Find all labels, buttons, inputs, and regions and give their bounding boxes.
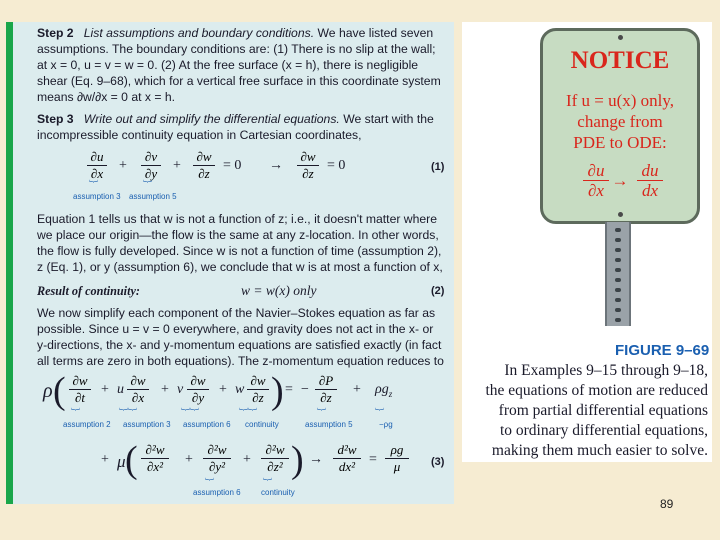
eq1-arrow: →	[269, 158, 283, 173]
eq3-b-den: ∂x	[131, 390, 145, 405]
eq3-mu: μ	[117, 452, 126, 471]
eq3-v3-den: ∂z²	[267, 459, 283, 474]
para1-line3: the flow is fully developed. Since w is not a function of time (assumption 2),	[37, 244, 442, 258]
eq3-plus-5: +	[101, 452, 109, 467]
sign-lhs-den: ∂x	[588, 181, 604, 200]
eq3-brace-4: ︸︸	[239, 408, 258, 418]
eq1-equals: = 0	[223, 158, 242, 173]
caption-line-1: In Examples 9–15 through 9–18,	[504, 362, 708, 379]
sign-post	[605, 222, 631, 326]
eq3-v1-den: ∂x²	[146, 459, 164, 474]
eq3-gravity: $\rho g_z$	[375, 382, 393, 399]
step3-line2: incompressible continuity equation in Cartesian coordinates,	[37, 128, 362, 142]
post-hole	[615, 228, 621, 232]
eq3-c-den: ∂y	[191, 390, 205, 405]
caption-line-2: the equations of motion are reduced	[485, 382, 708, 399]
sign-title: NOTICE	[570, 47, 670, 74]
eq3-brace-5: ︸	[317, 408, 327, 418]
eq3-paren2-open: (	[125, 439, 138, 481]
eq1-t3-den: ∂z	[198, 166, 210, 181]
eq3-paren2-close: )	[291, 439, 304, 481]
eq3-visc-y	[203, 443, 231, 474]
eq3-brace-7: ︸	[205, 478, 215, 488]
sign-rhs-num: du	[641, 161, 659, 180]
eq3-rr-den: μ	[393, 459, 401, 474]
sign-screw-bottom	[618, 212, 623, 217]
para1-line2: we place our origin—the flow is the same at any z-location. In other words,	[37, 228, 439, 242]
eq3-brace-8: ︸	[263, 478, 273, 488]
step3-line1	[37, 112, 434, 128]
eq3-plus-4: +	[353, 382, 361, 397]
eq3-note-8: continuity	[261, 488, 295, 497]
eq3-b-num: ∂w	[130, 373, 146, 388]
eq1-brace-2: ︸	[143, 180, 153, 190]
eq3-v1-num: ∂²w	[145, 442, 165, 457]
eq3-note-1: assumption 2	[63, 420, 111, 429]
eq3-b-coef: u	[117, 382, 124, 397]
eq3-rho: ρ	[43, 380, 53, 402]
step2-label: Step 2	[37, 26, 74, 40]
para1-line4: z (Eq. 1), or y (assumption 6), we conclude that w is at most a function of x,	[37, 260, 443, 274]
eq3-v2-den: ∂y²	[208, 459, 226, 474]
eq3-note-3: assumption 6	[183, 420, 231, 429]
eq1-r-num: ∂w	[300, 149, 316, 164]
step2-line2: assumptions. The boundary conditions are: (1) There is no slip at the wall;	[37, 42, 436, 56]
eq3-a-num: ∂w	[72, 373, 88, 388]
post-hole	[615, 238, 621, 242]
eq1-t3-num: ∂w	[196, 149, 212, 164]
para1-line1: Equation 1 tells us that w is not a function of z; i.e., it doesn't matter where	[37, 212, 437, 226]
para2-line4: all terms are zero in both equations). The z-momentum equation reduces to	[37, 354, 444, 368]
eq3-v2-num: ∂²w	[207, 442, 227, 457]
eq3-note-6: −ρg	[379, 420, 393, 429]
post-hole	[615, 308, 621, 312]
sign-rhs-fraction	[637, 162, 663, 199]
eq1-r-den: ∂z	[302, 166, 314, 181]
eq3-note-5: assumption 5	[305, 420, 353, 429]
para2-line3: y-directions, the x- and y-momentum equations are satisfied exactly (in fact	[37, 338, 442, 352]
eq3-note-7: assumption 6	[193, 488, 241, 497]
eq3-c-num: ∂w	[190, 373, 206, 388]
step2-title: List assumptions and boundary conditions.	[83, 26, 315, 40]
textbook-panel	[6, 22, 454, 504]
eq1-term-dudx	[87, 150, 107, 181]
post-hole	[615, 298, 621, 302]
post-hole	[615, 258, 621, 262]
step2-line4: shear (Eq. 9–68), which for a vertical free surface in this coordinate system	[37, 74, 441, 88]
eq1-t1-den: ∂x	[90, 166, 104, 181]
figure-title: FIGURE 9–69	[615, 342, 710, 359]
sign-line-2: change from	[577, 112, 663, 131]
eq3-p-num: ∂P	[318, 373, 334, 388]
eq1-brace-1: ︸	[89, 180, 99, 190]
step2-line5: means ∂w/∂x = 0 at x = h.	[37, 90, 176, 104]
eq3-plus-2: +	[161, 382, 169, 397]
sign-lhs-num: ∂u	[587, 161, 605, 180]
post-hole	[615, 248, 621, 252]
eq1-plus-2: +	[173, 158, 181, 173]
step2-line1-rest: We have listed seven	[317, 26, 434, 40]
eq3-d-coef: w	[235, 382, 245, 397]
eq3-visc-z	[261, 443, 289, 474]
figure-9-69	[462, 22, 712, 462]
caption-line-3: from partial differential equations	[498, 402, 708, 419]
eq3-p-den: ∂z	[320, 390, 332, 405]
eq3-paren-close: )	[271, 370, 284, 412]
post-hole	[615, 318, 621, 322]
page-number: 89	[660, 497, 674, 511]
eq1-number: (1)	[431, 161, 445, 173]
eq3-note-2: assumption 3	[123, 420, 171, 429]
eq3-term-a	[69, 374, 91, 405]
post-hole	[615, 268, 621, 272]
result-number: (2)	[431, 285, 445, 297]
result-equation: w = w(x) only	[241, 283, 317, 298]
eq3-brace-2: ︸︸	[119, 408, 138, 418]
eq3-brace-6: ︸	[375, 408, 385, 418]
notice-sign	[540, 28, 700, 224]
step3-label: Step 3	[37, 112, 74, 126]
eq3-v3-num: ∂²w	[265, 442, 285, 457]
eq1-t1-num: ∂u	[90, 149, 104, 164]
eq3-term-d	[247, 374, 269, 405]
eq3-brace-3: ︸︸	[181, 408, 200, 418]
eq3-g: ρg	[375, 382, 389, 397]
eq3-c-coef: v	[177, 382, 184, 397]
sign-line-3: PDE to ODE:	[573, 133, 667, 152]
eq3-r-num: d²w	[337, 442, 357, 457]
post-hole	[615, 278, 621, 282]
caption-line-5: making them much easier to solve.	[491, 442, 708, 459]
eq1-note-1: assumption 3	[73, 192, 121, 201]
eq3-paren-open: (	[53, 370, 66, 412]
eq3-arrow: →	[309, 452, 323, 467]
eq1-result-dwdz	[297, 150, 319, 181]
eq1-t2-num: ∂v	[144, 149, 158, 164]
eq3-plus-3: +	[219, 382, 227, 397]
eq3-visc-x	[141, 443, 169, 474]
eq3-result-lhs	[333, 443, 361, 474]
eq3-note-4: continuity	[245, 420, 279, 429]
eq3-a-den: ∂t	[74, 390, 86, 405]
caption-line-4: to ordinary differential equations,	[499, 422, 708, 439]
sign-screw-top	[618, 35, 623, 40]
eq1-term-dvdy	[141, 150, 161, 181]
eq1-term-dwdz	[193, 150, 215, 181]
eq3-plus-6: +	[185, 452, 193, 467]
step3-title: Write out and simplify the differential equations.	[83, 112, 340, 126]
post-hole	[615, 288, 621, 292]
eq1-result-equals: = 0	[327, 158, 346, 173]
eq3-equals: =	[285, 382, 293, 397]
sign-rhs-den: dx	[641, 181, 659, 200]
eq3-term-b	[127, 374, 149, 405]
result-label: Result of continuity:	[37, 284, 140, 298]
eq3-term-p	[315, 374, 337, 405]
eq3-r-den: dx²	[338, 459, 356, 474]
eq3-plus-1: +	[101, 382, 109, 397]
eq3-number: (3)	[431, 456, 445, 468]
eq3-result-equals: =	[369, 452, 377, 467]
sign-arrow: →	[611, 171, 629, 190]
eq3-rr-num: ρg	[390, 442, 404, 457]
eq3-plus-7: +	[243, 452, 251, 467]
eq3-minus: −	[301, 382, 309, 397]
figure-caption	[464, 361, 708, 461]
eq3-term-c	[187, 374, 209, 405]
eq1-t2-den: ∂y	[144, 166, 158, 181]
eq3-d-den: ∂z	[252, 390, 264, 405]
para2-line2: possible. Since u = v = 0 everywhere, and gravity does not act in the x- or	[37, 322, 434, 336]
eq3-d-num: ∂w	[250, 373, 266, 388]
eq1-note-2: assumption 5	[129, 192, 177, 201]
eq3-brace-1: ︸	[71, 408, 81, 418]
sign-line-1: If u = u(x) only,	[565, 91, 675, 110]
para2-line1: We now simplify each component of the Navier–Stokes equation as far as	[37, 306, 436, 320]
eq3-result-rhs	[385, 443, 409, 474]
step3-line1-rest: We start with the	[343, 112, 434, 126]
step2-line3: at x = 0, u = v = w = 0. (2) At the free surface (x = h), there is negligible	[37, 58, 419, 72]
eq1-plus-1: +	[119, 158, 127, 173]
step2-line1	[37, 26, 433, 42]
